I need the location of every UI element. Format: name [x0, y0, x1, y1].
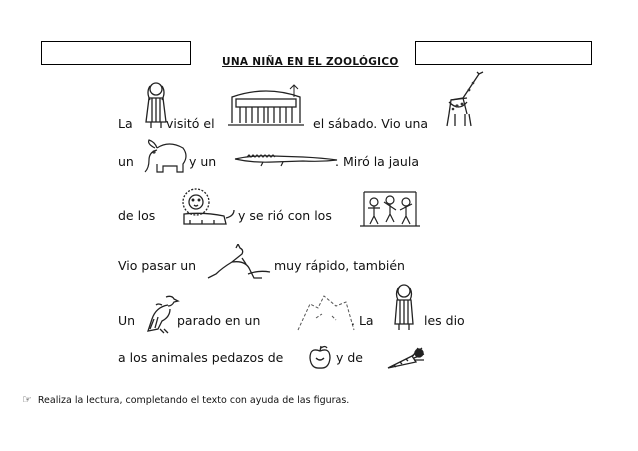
monkeys-icon [358, 190, 422, 228]
instruction-line [22, 393, 349, 406]
lion-icon [174, 186, 236, 228]
line2-text-c: . Miró la jaula [335, 154, 419, 169]
carrot-icon [386, 346, 426, 372]
kangaroo-icon [206, 244, 272, 280]
line6-text-a: a los animales pedazos de [118, 350, 284, 365]
apple-icon [306, 344, 334, 372]
line5-text-d: les dio [424, 313, 465, 328]
line3-text-a: de los [118, 208, 156, 223]
instruction-text: Realiza la lectura, completando el texto con ayuda de las figuras. [37, 395, 350, 406]
line5-text-a: Un [118, 313, 136, 328]
line1-text-b: visitó el [166, 116, 215, 131]
date-field-box[interactable] [415, 41, 592, 65]
line4-text-b: muy rápido, también [274, 258, 405, 273]
line4-text-a: Vio pasar un [118, 258, 197, 273]
line2-text-b: y un [189, 154, 217, 169]
rock-icon [296, 292, 356, 332]
line2-text-a: un [118, 154, 134, 169]
line1-text-a: La [118, 116, 133, 131]
line5-text-b: parado en un [177, 313, 261, 328]
zoo-gate-icon [228, 83, 304, 127]
giraffe-icon [445, 68, 489, 128]
line5-text-c: . La [351, 313, 374, 328]
line3-text-b: y se rió con los [238, 208, 332, 223]
name-field-box[interactable] [41, 41, 191, 65]
line1-text-c: el sábado. Vio una [313, 116, 429, 131]
crocodile-icon [233, 151, 339, 167]
elephant-icon [143, 138, 191, 176]
girl-icon [390, 282, 418, 332]
line6-text-b: y de [336, 350, 363, 365]
pointing-hand-icon: ☞ [22, 393, 32, 406]
worksheet-title: UNA NIÑA EN EL ZOOLÓGICO [222, 56, 399, 68]
